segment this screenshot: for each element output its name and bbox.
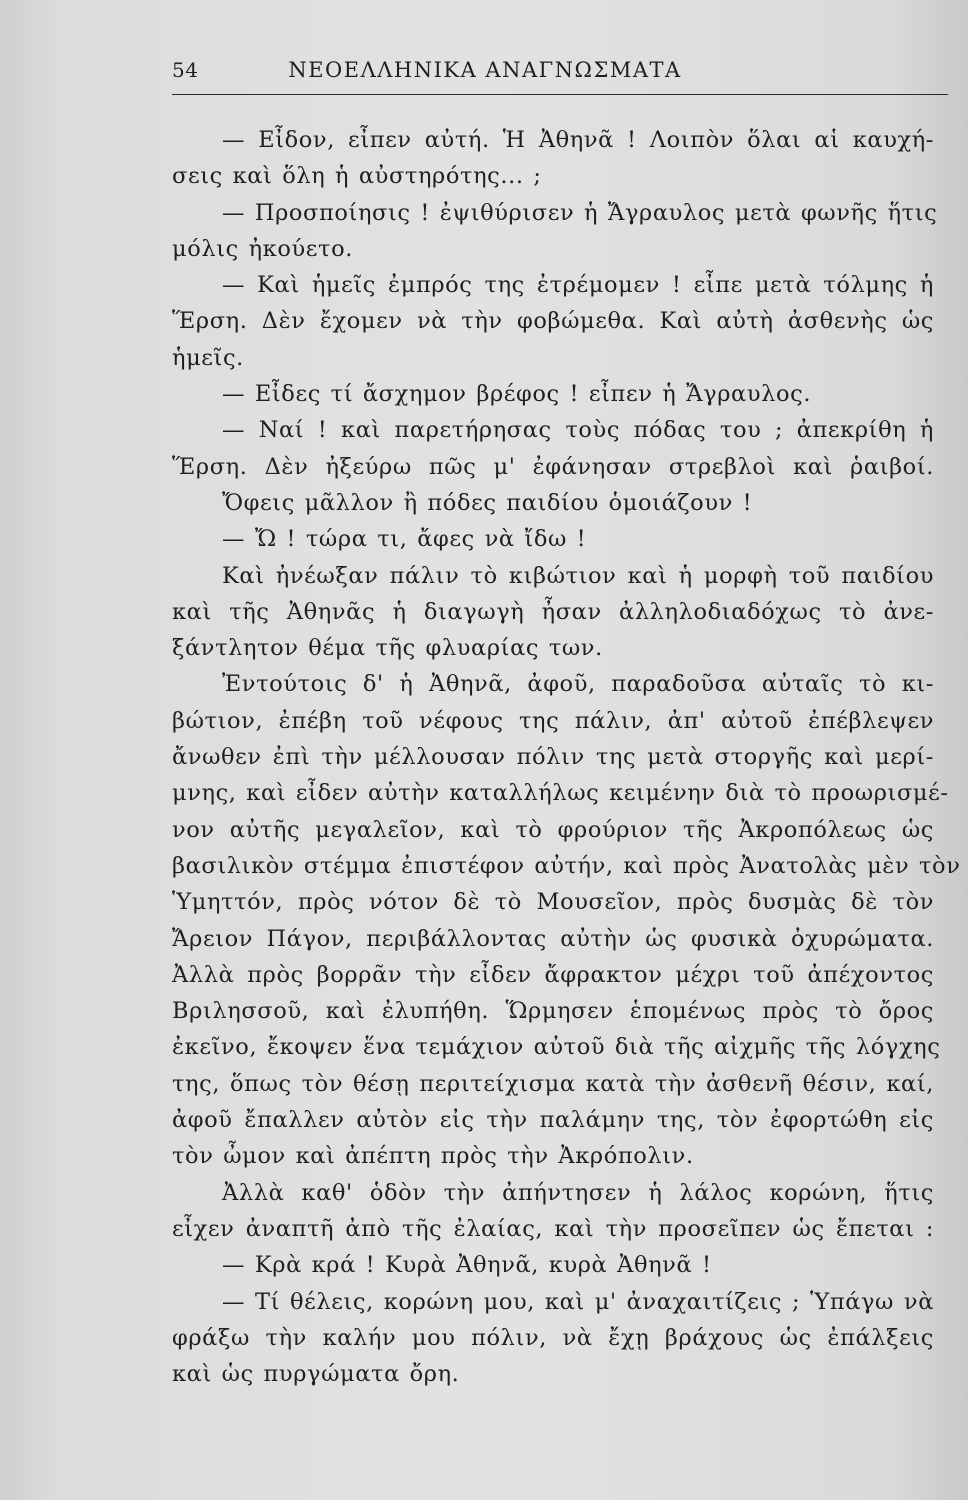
page-number: 54 xyxy=(172,58,199,82)
text-line: Ἄρειον Πάγον, περιβάλλοντας αὐτὴν ὡς φυσικὰ ὀχυρώματα. xyxy=(172,925,934,952)
text-line: σεις καὶ ὅλη ἡ αὐστηρότης... ; xyxy=(172,163,542,190)
text-line: μόλις ἠκούετο. xyxy=(172,235,353,262)
text-line: της, ὅπως τὸν θέσῃ περιτείχισμα κατὰ τὴν ἀσθενῆ θέσιν, καί, xyxy=(172,1070,934,1097)
text-line: Ἕρση. Δὲν ἠξεύρω πῶς μ' ἐφάνησαν στρεβλοὶ καὶ ῥαιβοί. xyxy=(172,453,934,480)
text-line: — Προσποίησις ! ἐψιθύρισεν ἡ Ἄγραυλος μετὰ φωνῆς ἥτις xyxy=(222,199,938,226)
text-line: μνης, καὶ εἶδεν αὐτὴν καταλλήλως κειμένην διὰ τὸ προωρισμέ- xyxy=(172,780,949,807)
text-line: νον αὐτῆς μεγαλεῖον, καὶ τὸ φρούριον τῆς Ἀκροπόλεως ὡς xyxy=(172,816,934,843)
body-text xyxy=(172,122,961,1392)
text-line: Καὶ ἠνέωξαν πάλιν τὸ κιβώτιον καὶ ἡ μορφὴ τοῦ παιδίου xyxy=(222,562,934,589)
text-line: ἄνωθεν ἐπὶ τὴν μέλλουσαν πόλιν της μετὰ στοργῆς καὶ μερί- xyxy=(172,744,934,771)
text-line: — Εἶδες τί ἄσχημον βρέφος ! εἶπεν ἡ Ἄγραυλος. xyxy=(222,381,812,408)
text-line: ἡμεῖς. xyxy=(172,344,244,371)
text-line: ἐκεῖνο, ἔκοψεν ἕνα τεμάχιον αὐτοῦ διὰ τῆς αἰχμῆς τῆς λόγχης xyxy=(172,1034,941,1061)
text-line: καὶ ὡς πυργώματα ὄρη. xyxy=(172,1361,460,1388)
text-line: Ἕρση. Δὲν ἔχομεν νὰ τὴν φοβώμεθα. Καὶ αὐτὴ ἀσθενὴς ὡς xyxy=(172,308,934,335)
text-line: βασιλικὸν στέμμα ἐπιστέφον αὐτήν, καὶ πρὸς Ἀνατολὰς μὲν τὸν xyxy=(172,852,961,879)
text-line: ἀφοῦ ἔπαλλεν αὐτὸν εἰς τὴν παλάμην της, τὸν ἐφορτώθη εἰς xyxy=(172,1107,934,1134)
text-line: Ὑμηττόν, πρὸς νότον δὲ τὸ Μουσεῖον, πρὸς δυσμὰς δὲ τὸν xyxy=(172,889,934,916)
text-line: — Τί θέλεις, κορώνη μου, καὶ μ' ἀναχαιτίζεις ; Ὑπάγω νὰ xyxy=(222,1288,934,1315)
text-line: — Κρὰ κρά ! Κυρὰ Ἀθηνᾶ, κυρὰ Ἀθηνᾶ ! xyxy=(222,1252,712,1279)
text-line: βώτιον, ἐπέβη τοῦ νέφους της πάλιν, ἀπ' αὐτοῦ ἐπέβλεψεν xyxy=(172,707,934,734)
text-line: Ἀλλὰ πρὸς βορρᾶν τὴν εἶδεν ἄφρακτον μέχρι τοῦ ἀπέχοντος xyxy=(172,961,934,988)
text-line: — Καὶ ἡμεῖς ἐμπρός της ἐτρέμομεν ! εἶπε μετὰ τόλμης ἡ xyxy=(222,272,934,299)
page-header xyxy=(172,54,948,95)
text-line: εἶχεν ἀναπτῆ ἀπὸ τῆς ἐλαίας, καὶ τὴν προσεῖπεν ὡς ἔπεται : xyxy=(172,1215,934,1242)
text-line: φράξω τὴν καλήν μου πόλιν, νὰ ἔχῃ βράχους ὡς ἐπάλξεις xyxy=(172,1324,934,1351)
text-line: — Εἶδον, εἶπεν αὐτή. Ἡ Ἀθηνᾶ ! Λοιπὸν ὅλαι αἱ καυχή- xyxy=(222,127,934,153)
text-line: τὸν ὦμον καὶ ἀπέπτη πρὸς τὴν Ἀκρόπολιν. xyxy=(172,1143,694,1170)
text-line: Ἐντούτοις δ' ἡ Ἀθηνᾶ, ἀφοῦ, παραδοῦσα αὐταῖς τὸ κι- xyxy=(222,671,934,698)
text-line: — Ὤ ! τώρα τι, ἄφες νὰ ἴδω ! xyxy=(222,526,587,553)
running-title: ΝΕΟΕΛΛΗΝΙΚΑ ΑΝΑΓΝΩΣΜΑΤΑ xyxy=(288,58,682,82)
text-line: ξάντλητον θέμα τῆς φλυαρίας των. xyxy=(172,635,603,662)
text-line: — Ναί ! καὶ παρετήρησας τοὺς πόδας του ; ἀπεκρίθη ἡ xyxy=(222,417,934,444)
text-line: Ὄφεις μᾶλλον ἢ πόδες παιδίου ὁμοιάζουν ! xyxy=(222,489,753,516)
text-line: καὶ τῆς Ἀθηνᾶς ἡ διαγωγὴ ἦσαν ἀλληλοδιαδόχως τὸ ἀνε- xyxy=(172,598,934,625)
text-line: Ἀλλὰ καθ' ὁδὸν τὴν ἀπήντησεν ἡ λάλος κορώνη, ἥτις xyxy=(222,1179,934,1206)
text-line: Βριλησσοῦ, καὶ ἐλυπήθη. Ὥρμησεν ἑπομένως πρὸς τὸ ὄρος xyxy=(172,998,934,1025)
